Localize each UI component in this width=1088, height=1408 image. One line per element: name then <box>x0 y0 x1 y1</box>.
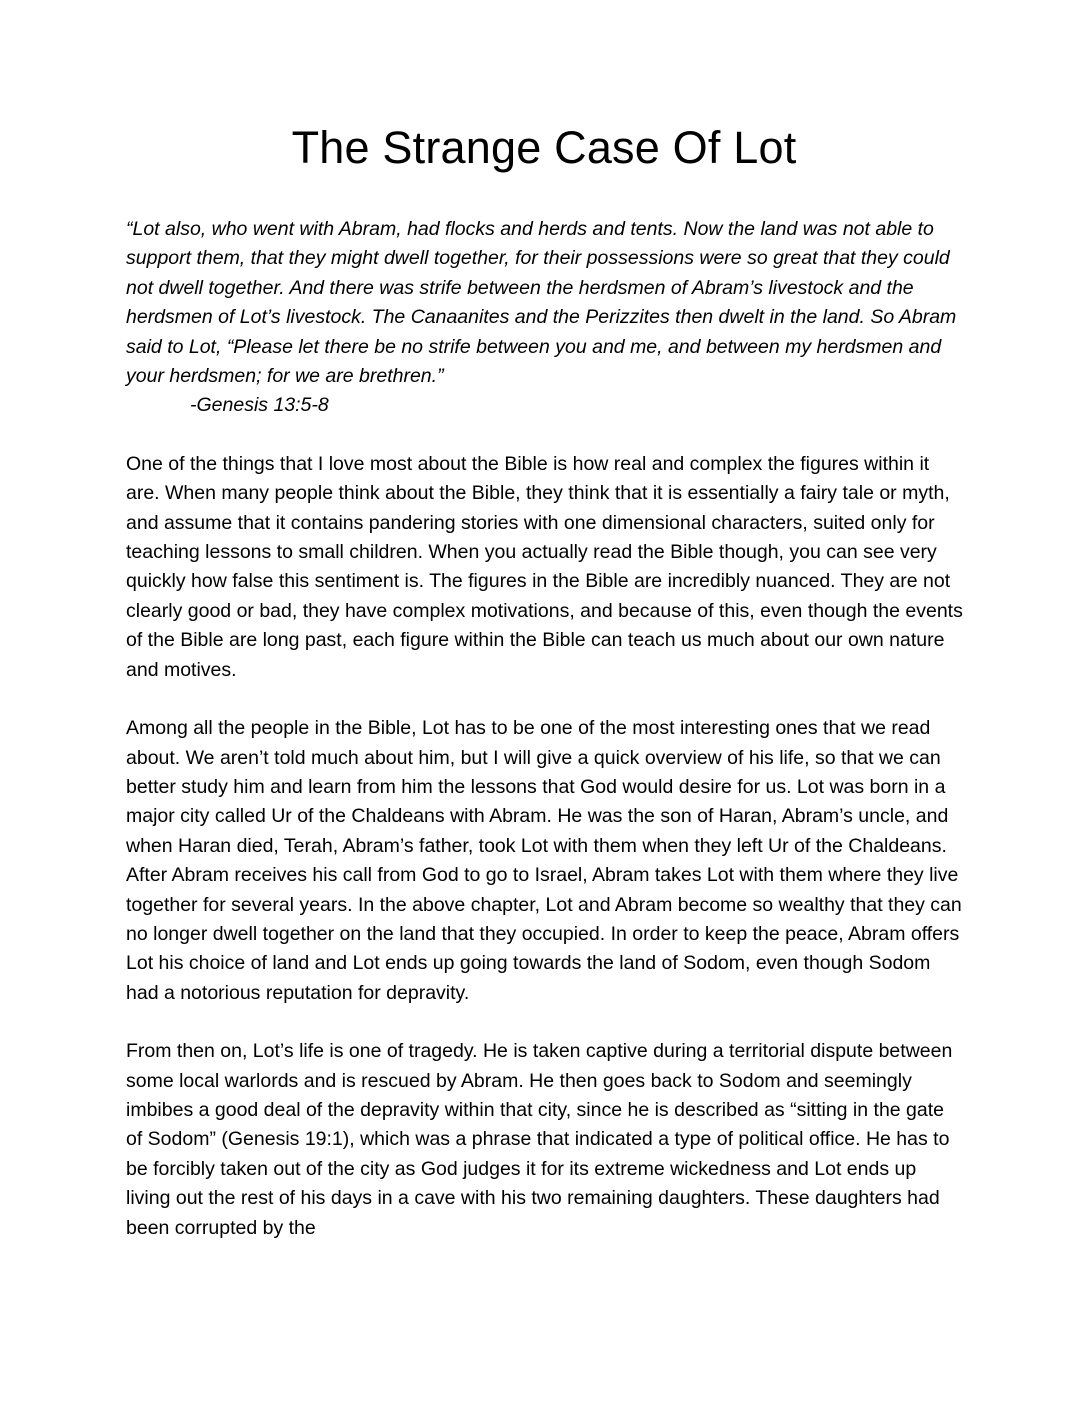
body-paragraphs <box>126 450 964 1243</box>
body-paragraph-2: Among all the people in the Bible, Lot has to be one of the most interesting ones that we read about. We aren’t told much about him, but I will give a quick overview of his life, so that we can better study him and learn from him the lessons that God would desire for us. Lot was born in a major city called Ur of the Chaldeans with Abram. He was the son of Haran, Abram’s uncle, and when Haran died, Terah, Abram’s father, took Lot with them when they left Ur of the Chaldeans. After Abram receives his call from God to go to Israel, Abram takes Lot with them where they live together for several years. In the above chapter, Lot and Abram become so wealthy that they can no longer dwell together on the land that they occupied. In order to keep the peace, Abram offers Lot his choice of land and Lot ends up going towards the land of Sodom, even though Sodom had a notorious reputation for depravity. <box>126 717 962 1004</box>
page-title: The Strange Case Of Lot <box>291 122 797 173</box>
document-body <box>126 215 964 1243</box>
epigraph-citation: -Genesis 13:5-8 <box>190 394 329 417</box>
epigraph-blockquote <box>126 215 964 421</box>
body-paragraph-3: From then on, Lot’s life is one of tragedy. He is taken captive during a territorial dispute between some local warlords and is rescued by Abram. He then goes back to Sodom and seemingly imbibes a good deal of the depravity within that city, since he is described as “sitting in the gate of Sodom” (Genesis 19:1), which was a phrase that indicated a type of political office. He has to be forcibly taken out of the city as God judges it for its extreme wickedness and Lot ends up living out the rest of his days in a cave with his two remaining daughters. These daughters had been corrupted by the <box>126 1040 953 1239</box>
epigraph-quote-text: “Lot also, who went with Abram, had flocks and herds and tents. Now the land was not able to support them, that they might dwell together, for their possessions were so great that they could not dwell together. And there was strife between the herdsmen of Abram’s livestock and the herdsmen of Lot’s livestock. The Canaanites and the Perizzites then dwelt in the land. So Abram said to Lot, “Please let there be no strife between you and me, and between my herdsmen and your herdsmen; for we are brethren.” <box>126 218 957 388</box>
body-paragraph-1: One of the things that I love most about the Bible is how real and complex the figures within it are. When many people think about the Bible, they think that it is essentially a fairy tale or myth, and assume that it contains pandering stories with one dimensional characters, suited only for teaching lessons to small children. When you actually read the Bible though, you can see very quickly how false this sentiment is. The figures in the Bible are incredibly nuanced. They are not clearly good or bad, they have complex motivations, and because of this, even though the events of the Bible are long past, each figure within the Bible can teach us much about our own nature and motives. <box>126 452 963 681</box>
